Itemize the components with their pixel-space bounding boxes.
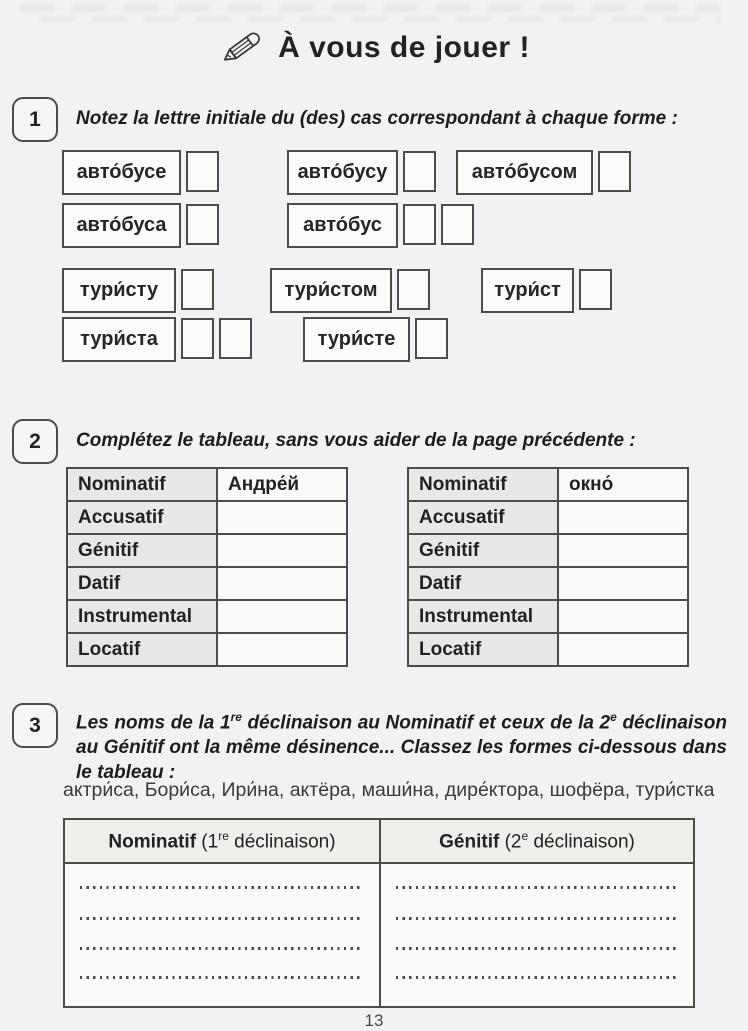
word-item xyxy=(303,317,448,362)
word-item xyxy=(62,203,219,248)
exercise3-number-badge: 3 xyxy=(12,703,58,748)
instruction-text: Les noms de la 1 xyxy=(76,712,231,734)
word-item xyxy=(62,150,219,195)
word-box: тури́стом xyxy=(270,268,392,313)
writing-line xyxy=(80,886,364,889)
scan-bleed-artifact xyxy=(40,16,720,22)
word-box: авто́бусом xyxy=(456,150,593,195)
case-label-cell: Instrumental xyxy=(408,600,558,633)
case-label-cell: Datif xyxy=(67,567,217,600)
case-value-cell: окно́ xyxy=(558,468,688,501)
exercise2-number-badge: 2 xyxy=(12,419,58,464)
answer-box xyxy=(181,269,214,310)
answer-column-nominatif xyxy=(65,864,381,1006)
page-header xyxy=(0,28,748,68)
declension-table-right xyxy=(407,467,689,667)
table-row xyxy=(408,501,688,534)
table-row xyxy=(67,501,347,534)
case-label-cell: Génitif xyxy=(67,534,217,567)
word-item xyxy=(62,317,252,362)
writing-line xyxy=(80,947,364,950)
word-item xyxy=(287,203,474,248)
pencil-icon xyxy=(218,28,264,68)
word-box: авто́бусу xyxy=(287,150,398,195)
writing-line xyxy=(396,917,678,920)
case-label-cell: Accusatif xyxy=(67,501,217,534)
word-item xyxy=(481,268,612,313)
table-row xyxy=(408,600,688,633)
table-row xyxy=(67,567,347,600)
word-item xyxy=(270,268,430,313)
table-row xyxy=(408,567,688,600)
case-label-cell: Locatif xyxy=(408,633,558,666)
answer-box xyxy=(403,151,436,192)
exercise2-instruction: Complétez le tableau, sans vous aider de la page précédente : xyxy=(76,430,636,451)
answer-box xyxy=(219,318,252,359)
exercise1-instruction: Notez la lettre initiale du (des) cas correspondant à chaque forme : xyxy=(76,108,678,129)
case-label-cell: Locatif xyxy=(67,633,217,666)
writing-line xyxy=(80,976,364,979)
answer-box xyxy=(186,204,219,245)
answer-box xyxy=(397,269,430,310)
word-box: тури́сте xyxy=(303,317,410,362)
answer-box xyxy=(415,318,448,359)
instruction-text: déclinaison au Nominatif et ceux de la 2 xyxy=(241,712,611,734)
ordinal-superscript: re xyxy=(218,828,229,843)
word-box: тури́ста xyxy=(62,317,176,362)
word-box: тури́ст xyxy=(481,268,574,313)
case-label-cell: Accusatif xyxy=(408,501,558,534)
header-text: (1 xyxy=(196,831,219,853)
table-row xyxy=(67,600,347,633)
table-row xyxy=(408,468,688,501)
case-value-cell xyxy=(558,633,688,666)
writing-line xyxy=(80,917,364,920)
header-text: déclinaison) xyxy=(528,831,635,853)
case-label-cell: Nominatif xyxy=(408,468,558,501)
header-case-name: Génitif xyxy=(439,831,500,853)
table-row xyxy=(67,468,347,501)
table-row xyxy=(408,534,688,567)
word-box: тури́сту xyxy=(62,268,176,313)
case-label-cell: Instrumental xyxy=(67,600,217,633)
case-value-cell xyxy=(217,567,347,600)
case-label-cell: Nominatif xyxy=(67,468,217,501)
case-value-cell: Андре́й xyxy=(217,468,347,501)
word-box: авто́бус xyxy=(287,203,398,248)
answer-box xyxy=(579,269,612,310)
word-item xyxy=(456,150,631,195)
case-label-cell: Datif xyxy=(408,567,558,600)
writing-line xyxy=(396,976,678,979)
word-box: авто́буса xyxy=(62,203,181,248)
declension-table-left xyxy=(66,467,348,667)
column-header-nominatif xyxy=(65,820,381,864)
russian-word-list: актри́са, Бори́са, Ири́на, актёра, маши́на, дире́ктора, шофёра, тури́стка xyxy=(63,779,715,801)
case-value-cell xyxy=(217,534,347,567)
writing-line xyxy=(396,947,678,950)
case-value-cell xyxy=(558,534,688,567)
word-box: авто́бусе xyxy=(62,150,181,195)
exercise3-instruction xyxy=(76,705,727,785)
classification-table xyxy=(63,818,695,1008)
header-text: déclinaison) xyxy=(228,831,336,853)
answer-box xyxy=(598,151,631,192)
header-case-name: Nominatif xyxy=(108,831,197,853)
page-number: 13 xyxy=(364,1011,384,1030)
table-row xyxy=(67,534,347,567)
scan-bleed-artifact xyxy=(20,4,720,12)
answer-box xyxy=(181,318,214,359)
table-row xyxy=(408,633,688,666)
word-item xyxy=(287,150,436,195)
exercise1-number-badge: 1 xyxy=(12,97,58,142)
case-value-cell xyxy=(217,501,347,534)
word-item xyxy=(62,268,214,313)
case-value-cell xyxy=(217,600,347,633)
case-value-cell xyxy=(558,501,688,534)
instruction-text: déclinaison au Génitif ont la même désinence... Classez les formes ci-dessous dans le tableau : xyxy=(76,712,727,784)
case-value-cell xyxy=(217,633,347,666)
answer-box xyxy=(186,151,219,192)
column-header-genitif xyxy=(381,820,693,864)
ordinal-superscript: e xyxy=(610,710,617,724)
page-title: À vous de jouer ! xyxy=(278,31,530,64)
case-label-cell: Génitif xyxy=(408,534,558,567)
ordinal-superscript: re xyxy=(230,710,242,724)
answer-box xyxy=(441,204,474,245)
writing-line xyxy=(396,886,678,889)
answer-column-genitif xyxy=(381,864,693,1006)
case-value-cell xyxy=(558,567,688,600)
ordinal-superscript: e xyxy=(521,828,529,843)
table-row xyxy=(67,633,347,666)
answer-box xyxy=(403,204,436,245)
header-text: (2 xyxy=(499,831,522,853)
case-value-cell xyxy=(558,600,688,633)
